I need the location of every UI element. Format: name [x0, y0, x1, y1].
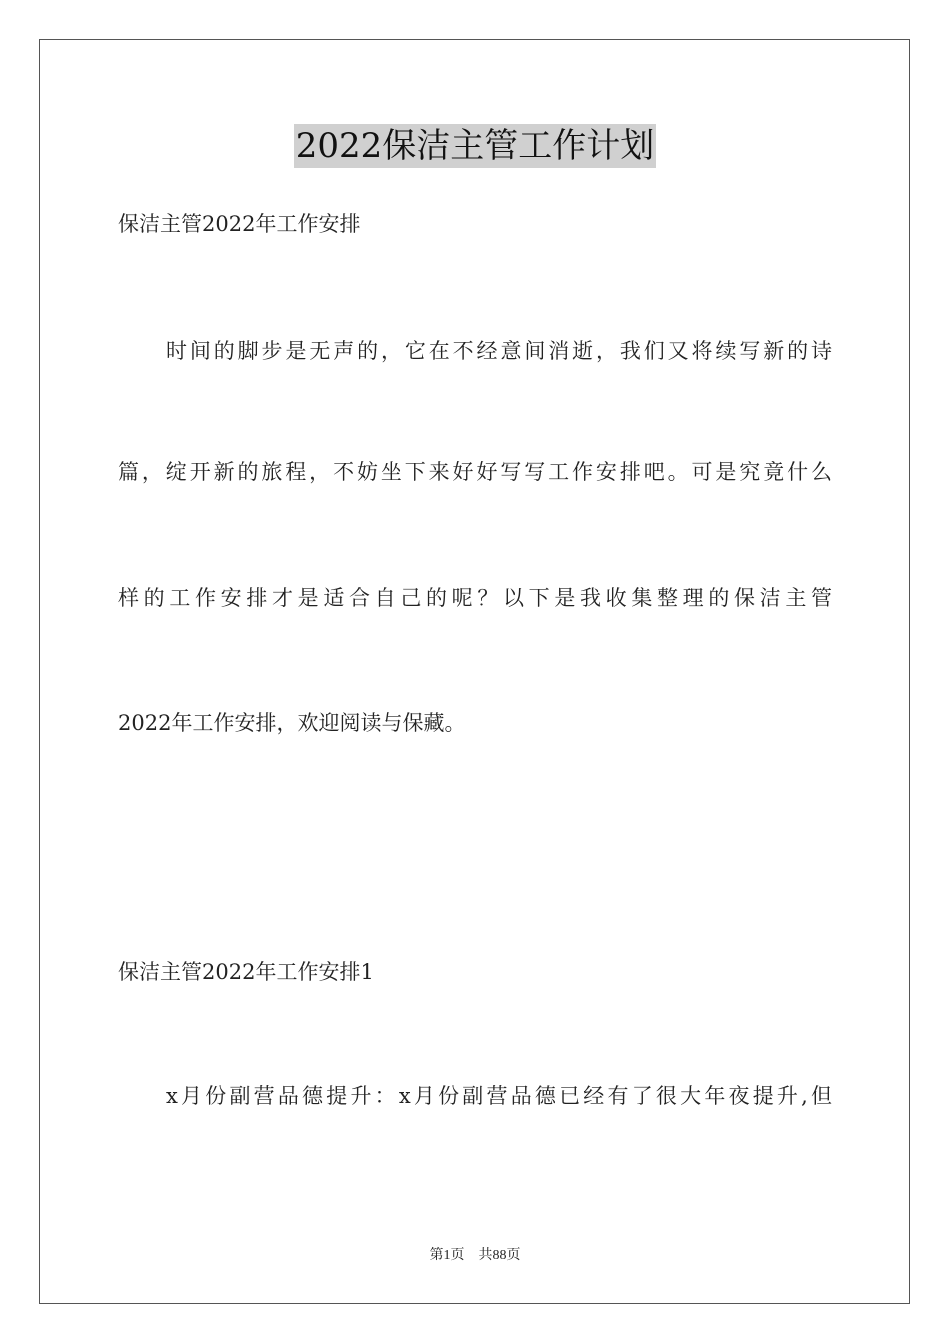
document-title-container [0, 124, 950, 168]
section-heading: 保洁主管2022年工作安排 [118, 212, 361, 236]
paragraph-line: x月份副营品德提升：x月份副营品德已经有了很大年夜提升,但 [166, 1084, 833, 1108]
paragraph-line: 样的工作安排才是适合自己的呢？以下是我收集整理的保洁主管 [118, 586, 832, 610]
page-footer: 第1页 共88页 [429, 1248, 521, 1263]
document-title: 2022保洁主管工作计划 [295, 126, 655, 166]
paragraph-line: 2022年工作安排，欢迎阅读与保藏。 [118, 711, 466, 735]
section-heading: 保洁主管2022年工作安排1 [118, 960, 374, 984]
paragraph-line: 时间的脚步是无声的，它在不经意间消逝，我们又将续写新的诗 [166, 339, 832, 363]
paragraph-line: 篇，绽开新的旅程，不妨坐下来好好写写工作安排吧。可是究竟什么 [118, 460, 832, 484]
